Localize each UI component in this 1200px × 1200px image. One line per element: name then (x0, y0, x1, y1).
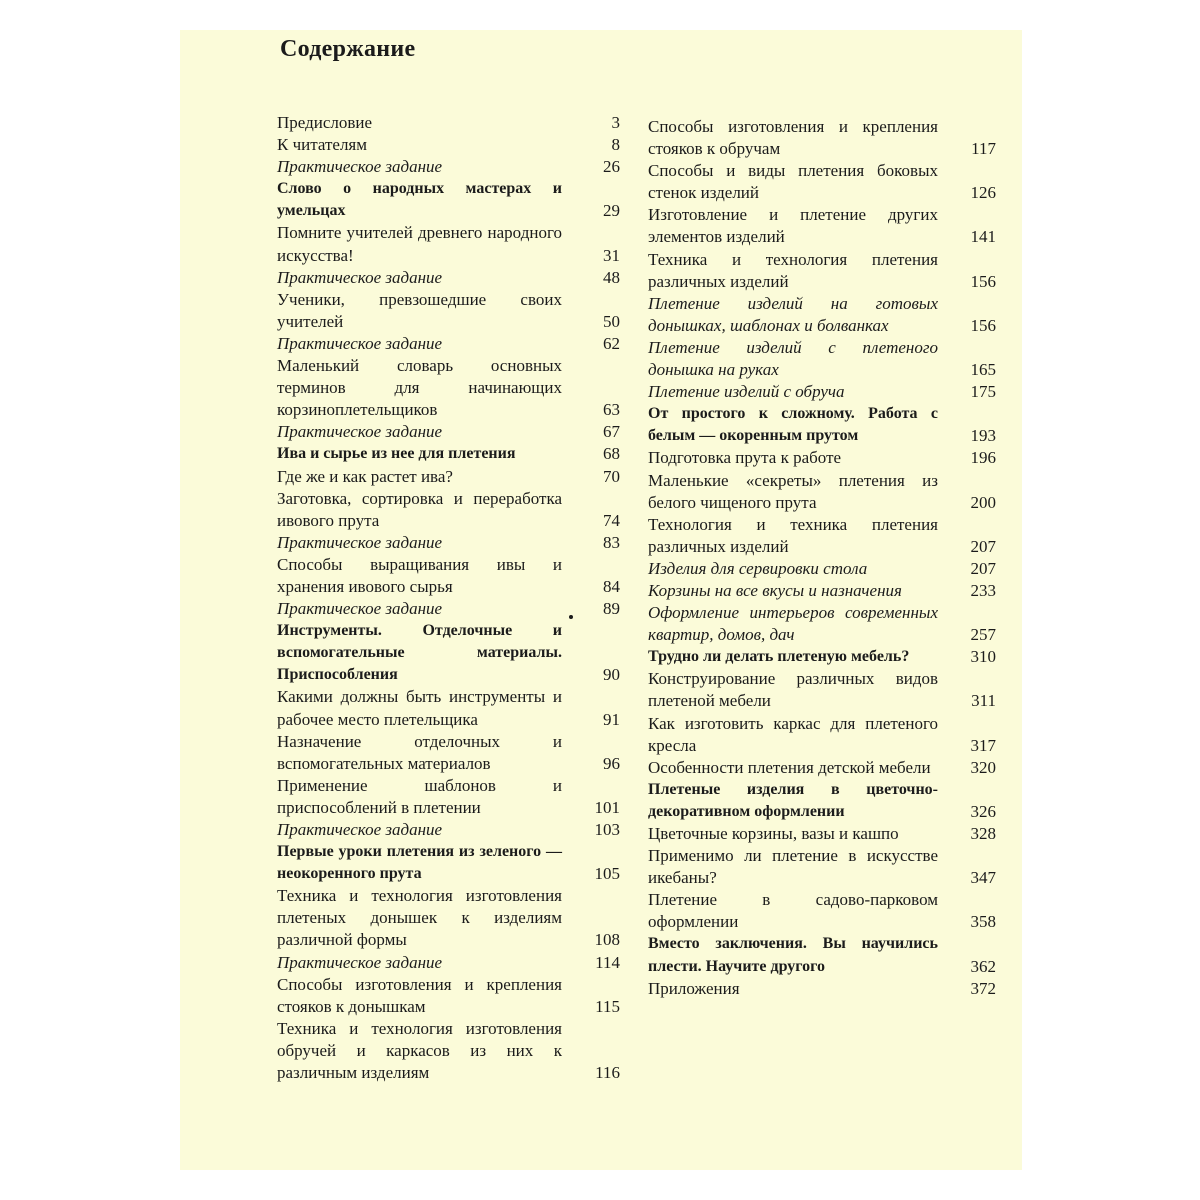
toc-entry-title: Оформление интерьеров современных квартир, домов, дач (648, 603, 938, 645)
toc-entry-page: 50 (603, 311, 620, 331)
toc-entry-title: Плетение изделий на готовых донышках, шаблонах и болванках (648, 293, 938, 335)
toc-entry (648, 337, 996, 381)
toc-entry (277, 952, 620, 974)
toc-entry-page: 165 (970, 360, 996, 380)
toc-entry-title: Способы выращивания ивы и хранения ивового сырья (277, 554, 562, 596)
toc-entry-title: Применимо ли плетение в искусстве икебаны? (648, 846, 938, 888)
toc-entry-title: Техника и технология плетения различных изделий (648, 249, 938, 291)
toc-entry-title: Применение шаблонов и приспособлений в плетении (277, 775, 562, 817)
toc-entry (277, 554, 620, 598)
toc-entry (277, 731, 620, 775)
toc-entry (277, 466, 620, 488)
toc-entry-title: Практическое задание (277, 333, 443, 353)
toc-entry-title: От простого к сложному. Работа с белым — окоренным прутом (648, 405, 938, 445)
toc-entry-page: 326 (970, 801, 996, 821)
toc-entry-title: Подготовка прута к работе (648, 448, 842, 468)
toc-entry (277, 775, 620, 819)
toc-entry-page: 114 (595, 952, 620, 972)
toc-entry (277, 974, 620, 1018)
toc-entry (648, 757, 996, 779)
toc-entry-title: Цветочные корзины, вазы и кашпо (648, 824, 899, 843)
toc-entry (277, 1018, 620, 1084)
toc-entry-title: Первые уроки плетения из зеленого — неокоренного прута (277, 843, 562, 883)
print-speck (569, 615, 573, 619)
toc-entry-title: Предисловие (277, 113, 373, 132)
toc-entry-page: 117 (971, 139, 996, 159)
toc-entry-title: Как изготовить каркас для плетеного кресла (648, 713, 938, 755)
toc-right-column (648, 116, 996, 1000)
toc-entry-page: 116 (595, 1063, 620, 1083)
toc-entry-title: Ученики, превзошедшие своих учителей (277, 289, 562, 331)
toc-entry-title: Приложения (648, 978, 740, 998)
toc-entry (648, 779, 996, 823)
toc-entry-page: 29 (603, 201, 620, 221)
toc-entry-title: Заготовка, сортировка и переработка ивового прута (277, 488, 562, 530)
toc-entry-title: Слово о народных мастерах и умельцах (277, 180, 562, 220)
toc-entry-title: Какими должны быть инструменты и рабочее место плетельщика (277, 687, 562, 729)
toc-entry (277, 421, 620, 443)
toc-entry (648, 933, 996, 977)
toc-entry (648, 160, 996, 204)
toc-entry-page: 68 (603, 444, 620, 464)
toc-entry (277, 885, 620, 951)
toc-entry (648, 580, 996, 602)
toc-entry-title: Технология и техника плетения различных изделий (648, 514, 938, 556)
toc-entry-page: 70 (603, 466, 620, 486)
toc-entry-title: Способы и виды плетения боковых стенок изделий (648, 161, 938, 203)
toc-entry-title: Способы изготовления и крепления стояков к донышкам (277, 974, 562, 1016)
toc-entry-page: 67 (603, 422, 620, 442)
toc-entry (648, 602, 996, 646)
toc-entry-page: 196 (970, 448, 996, 468)
toc-entry-title: Практическое задание (277, 157, 443, 177)
toc-entry (648, 293, 996, 337)
toc-entry-title: Плетеные изделия в цветочно-декоративном оформлении (648, 780, 938, 820)
toc-entry (648, 823, 996, 845)
toc-entry-title: Инструменты. Отделочные и вспомогательные материалы. Приспособления (277, 622, 562, 684)
toc-entry-page: 62 (603, 333, 620, 353)
toc-entry (277, 289, 620, 333)
toc-entry-page: 103 (594, 820, 620, 839)
toc-entry-title: Техника и технология изготовления обручей и каркасов из них к различным изделиям (277, 1018, 562, 1083)
toc-entry-title: Помните учителей древнего народного искусства! (277, 223, 562, 265)
toc-entry (277, 443, 620, 465)
toc-entry-page: 31 (603, 245, 620, 265)
toc-entry-page: 141 (970, 227, 996, 247)
toc-entry (648, 558, 996, 580)
toc-entry-page: 317 (970, 735, 996, 755)
toc-entry-page: 105 (594, 864, 620, 884)
toc-entry-page: 108 (594, 930, 620, 950)
toc-entry-title: Практическое задание (277, 422, 443, 442)
page-title: Содержание (280, 36, 416, 62)
toc-entry-page: 8 (611, 135, 620, 155)
toc-entry-page: 311 (971, 691, 996, 711)
toc-entry (277, 112, 620, 134)
toc-entry-page: 48 (603, 267, 620, 287)
toc-entry-page: 233 (970, 580, 996, 600)
book-page (180, 30, 1022, 1170)
toc-entry-page: 156 (970, 315, 996, 335)
toc-entry-page: 310 (970, 647, 996, 667)
toc-entry (648, 470, 996, 514)
toc-entry (277, 488, 620, 532)
toc-entry (277, 355, 620, 421)
toc-entry-title: Изготовление и плетение других элементов изделий (648, 205, 938, 247)
toc-entry-page: 3 (611, 113, 620, 132)
toc-entry-page: 347 (970, 868, 996, 888)
toc-entry-title: Корзины на все вкусы и назначения (648, 580, 902, 600)
toc-entry (277, 620, 620, 686)
toc-entry-title: Маленький словарь основных терминов для начинающих корзиноплетельщиков (277, 356, 562, 420)
toc-entry (277, 841, 620, 885)
toc-entry-title: Практическое задание (277, 952, 443, 972)
toc-entry-page: 320 (970, 757, 996, 777)
toc-entry-title: Особенности плетения детской мебели (648, 757, 931, 777)
toc-entry-title: Практическое задание (277, 532, 443, 552)
toc-left-column (277, 112, 620, 1084)
toc-entry-page: 126 (970, 183, 996, 203)
toc-entry (277, 267, 620, 289)
toc-entry (277, 333, 620, 355)
toc-entry-title: Плетение в садово-парковом оформлении (648, 890, 938, 932)
toc-entry (648, 447, 996, 469)
toc-entry-page: 207 (970, 536, 996, 556)
toc-entry (277, 156, 620, 178)
toc-entry (648, 668, 996, 712)
toc-entry-title: К читателям (277, 135, 368, 155)
toc-entry-page: 200 (970, 492, 996, 512)
toc-entry (648, 381, 996, 403)
toc-entry (648, 646, 996, 668)
toc-entry-title: Плетение изделий с плетеного донышка на руках (648, 337, 938, 380)
toc-entry (648, 845, 996, 889)
toc-entry-page: 84 (603, 576, 620, 596)
toc-entry-page: 101 (594, 797, 620, 817)
toc-entry (277, 819, 620, 841)
toc-entry-title: Практическое задание (277, 267, 443, 287)
toc-entry (277, 134, 620, 156)
toc-entry-title: Практическое задание (277, 820, 443, 839)
toc-entry-page: 193 (970, 426, 996, 446)
toc-entry-page: 89 (603, 599, 620, 619)
toc-entry-title: Конструирование различных видов плетеной мебели (648, 669, 938, 711)
toc-entry-title: Практическое задание (277, 599, 443, 619)
toc-entry-page: 207 (970, 558, 996, 578)
toc-entry-title: Ива и сырье из нее для плетения (277, 445, 516, 463)
toc-entry-page: 372 (970, 978, 996, 998)
toc-entry-title: Техника и технология изготовления плетеных донышек к изделиям различной формы (277, 886, 562, 950)
toc-entry-page: 91 (603, 709, 620, 729)
toc-entry (277, 532, 620, 554)
toc-entry-page: 115 (595, 996, 620, 1016)
toc-entry (648, 889, 996, 933)
toc-entry-page: 90 (603, 665, 620, 685)
toc-entry-page: 74 (603, 510, 620, 530)
toc-entry-title: Плетение изделий с обруча (648, 382, 845, 402)
toc-entry-title: Назначение отделочных и вспомогательных материалов (277, 731, 562, 773)
toc-entry-title: Где же и как растет ива? (277, 466, 453, 486)
toc-entry-page: 257 (970, 625, 996, 645)
toc-entry (277, 222, 620, 266)
toc-entry-page: 83 (603, 532, 620, 552)
toc-entry (648, 978, 996, 1000)
toc-entry-page: 328 (970, 824, 996, 843)
toc-entry (648, 514, 996, 558)
toc-entry-title: Маленькие «секреты» плетения из белого чищеного прута (648, 470, 938, 512)
toc-entry-page: 362 (970, 956, 996, 976)
toc-entry (277, 178, 620, 222)
toc-entry-page: 156 (970, 271, 996, 291)
toc-entry (277, 686, 620, 730)
toc-entry (648, 713, 996, 757)
toc-entry (648, 403, 996, 447)
toc-entry-title: Вместо заключения. Вы научились плести. Научите другого (648, 935, 938, 975)
toc-entry (648, 116, 996, 160)
toc-entry-page: 358 (970, 912, 996, 932)
toc-entry (648, 249, 996, 293)
toc-entry-title: Способы изготовления и крепления стояков к обручам (648, 117, 938, 159)
toc-entry-page: 63 (603, 400, 620, 420)
toc-entry-title: Трудно ли делать плетеную мебель? (648, 648, 910, 666)
toc-entry-title: Изделия для сервировки стола (648, 558, 868, 578)
toc-entry-page: 26 (603, 157, 620, 177)
toc-entry-page: 96 (603, 753, 620, 773)
toc-entry (648, 204, 996, 248)
toc-entry-page: 175 (970, 382, 996, 402)
